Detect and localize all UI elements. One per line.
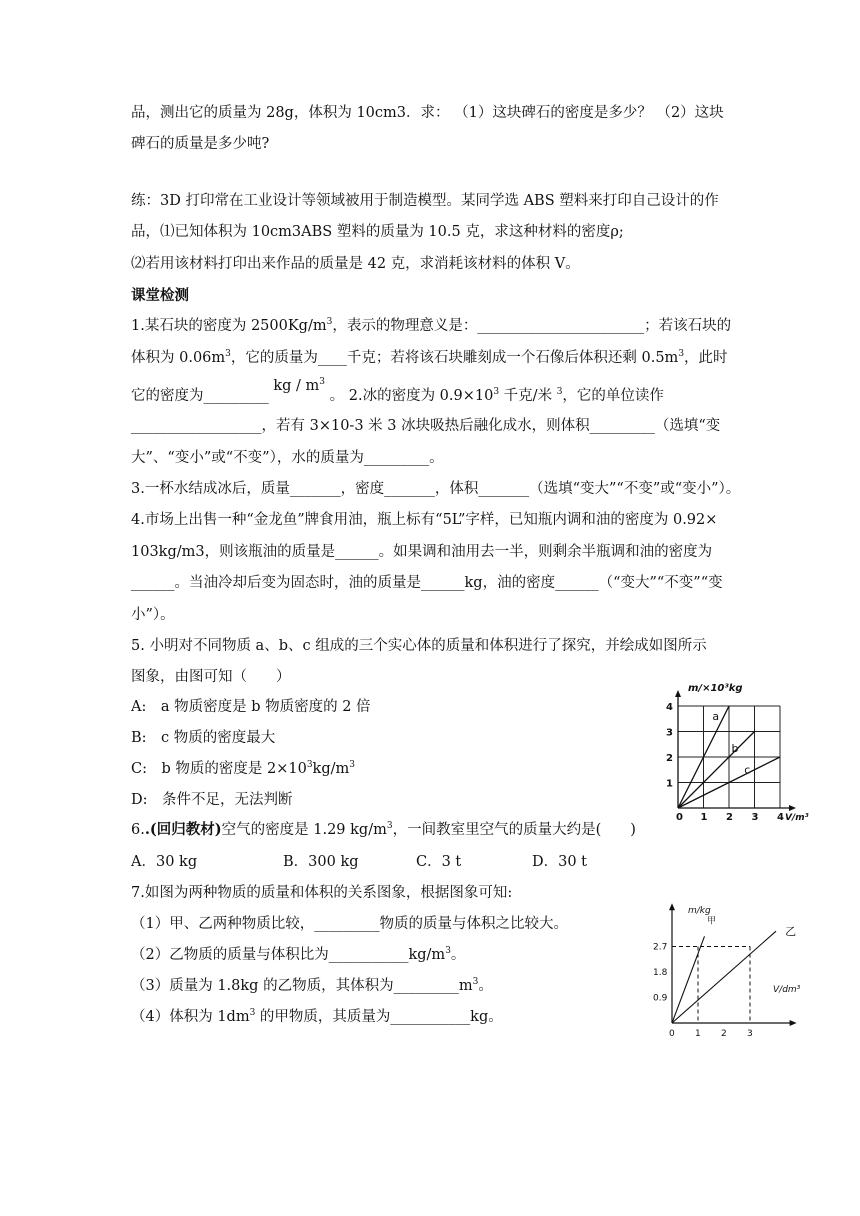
y-axis-label: m/×10³kg <box>688 683 743 694</box>
q1-l2a: 体积为 0.06m <box>131 350 226 366</box>
q5-option-d: D: 条件不足，无法判断 <box>131 792 293 808</box>
x-tick-label: 0 <box>669 1029 675 1037</box>
series-label-jia: 甲 <box>707 916 717 927</box>
q5-option-c <box>131 759 355 779</box>
x-tick-label: 0 <box>676 812 683 821</box>
sup-3: 3 <box>225 349 231 359</box>
sup-3: 3 <box>386 821 393 831</box>
sup-3: 3 <box>472 977 479 987</box>
unit-text: kg / m <box>273 378 320 394</box>
q6-option-a: A．30 kg <box>131 854 198 870</box>
q5-option-a: A: a 物质密度是 b 物质密度的 2 倍 <box>131 699 371 715</box>
q6-num: 6. <box>131 822 145 838</box>
sup-3: 3 <box>326 317 333 327</box>
series-label-yi: 乙 <box>785 925 797 939</box>
x-tick-label: 4 <box>777 812 784 821</box>
q1-l3c: 千克/米 <box>499 388 557 404</box>
q2-line-4: __________________，若有 3×10-3 米 3 冰块吸热后融化成水，则体积_________（选填“变 <box>131 418 721 434</box>
q7-s3a: （3）质量为 1.8kg 的乙物质，其体积为_________m <box>131 978 473 994</box>
q6-option-d: D．30 t <box>532 854 588 870</box>
series-label-b: b <box>731 741 739 755</box>
series-line <box>672 931 776 1023</box>
x-tick-label: 2 <box>726 812 733 821</box>
x-tick-label: 1 <box>700 812 708 821</box>
q6-line <box>131 820 636 840</box>
sup-3: 3 <box>445 946 451 956</box>
practice-line-2: 品，⑴已知体积为 10cm3ABS 塑料的质量为 10.5 克，求这种材料的密度ρ; <box>131 224 624 240</box>
y-tick-label: 0.9 <box>653 993 668 1004</box>
q6-option-c: C．3 t <box>416 854 462 870</box>
unit-kg-m3 <box>273 378 325 394</box>
q1-l1b: ，表示的物理意义是：__ <box>332 318 492 334</box>
q7-s4b: 的甲物质，其质量为___________kg。 <box>255 1009 503 1025</box>
q1-line-2 <box>131 348 728 368</box>
q7-s3b: 。 <box>478 978 493 994</box>
series-label-a: a <box>712 710 720 724</box>
q2-line-5: 大”、“变小”或“不变”），水的质量为_________。 <box>131 450 444 466</box>
q1-l3a: 它的密度为_________ <box>131 388 269 404</box>
figure-jia-yi <box>652 897 815 1037</box>
q4-line-10: 小”）。 <box>131 607 175 623</box>
q7-s2b: 。 <box>450 947 466 963</box>
q7-s2a: （2）乙物质的质量与体积比为___________kg/m <box>131 947 446 963</box>
y-tick-label: 3 <box>666 727 673 739</box>
y-tick-label: 1.8 <box>653 968 668 978</box>
intro-line-1: 品，测出它的质量为 28g，体积为 10cm3．求： （1）这块碑石的密度是多少？ （2）这块 <box>131 105 724 121</box>
practice-line-3: ⑵若用该材料打印出来作品的质量是 42 克，求消耗该材料的体积 V。 <box>131 256 580 272</box>
q5-optc-a: C: b 物质的密度是 2×10 <box>131 761 307 777</box>
section-title: 课堂检测 <box>131 287 189 304</box>
q1-l3b: 。 2.冰的密度为 0.9×10 <box>329 388 494 404</box>
q7-sub-1: （1）甲、乙两种物质比较，_________物质的质量与体积之比较大。 <box>131 916 568 932</box>
q1-line-1 <box>131 316 731 336</box>
y-tick-label: 4 <box>666 702 673 713</box>
x-axis-arrow <box>790 1020 797 1026</box>
sup-3: 3 <box>249 1008 256 1018</box>
chart-abc <box>664 676 814 821</box>
sup-3: 3 <box>349 760 355 770</box>
q7-sub-3 <box>131 976 493 996</box>
q6-option-b: B．300 kg <box>283 854 359 870</box>
q1-l1a: 1.某石块的密度为 2500Kg/m <box>131 318 327 334</box>
x-tick-label: 1 <box>695 1029 701 1037</box>
y-axis-arrow <box>675 690 681 697</box>
q5-optc-b: kg/m <box>312 761 350 777</box>
sup-3: 3 <box>319 377 326 387</box>
q7-sub-2 <box>131 945 465 965</box>
sup-3: 3 <box>556 387 563 397</box>
q4-line-7: 4.市场上出售一种“金龙鱼”牌食用油，瓶上标有“5L”字样，已知瓶内调和油的密度为 0.92× <box>131 512 718 528</box>
series-line-b <box>678 732 755 809</box>
y-axis-arrow <box>669 903 675 910</box>
sup-3: 3 <box>306 760 313 770</box>
practice-line-1: 练：3D 打印常在工业设计等领域被用于制造模型。某同学选 ABS 塑料来打印自己设计的作 <box>131 193 719 209</box>
series-label-c: c <box>744 763 751 777</box>
series-line <box>672 936 705 1023</box>
q1-l2c: ，此时 <box>684 350 728 366</box>
q7-sub-4 <box>131 1007 503 1027</box>
q5-line-12: 图象，由图可知（ ） <box>131 669 291 685</box>
x-axis-label: V/m³ <box>785 813 809 821</box>
figure-abc <box>664 676 814 821</box>
q6-text-a: 空气的密度是 1.29 kg/m <box>221 822 387 838</box>
q6-text-b: ，一间教室里空气的质量大约是( ) <box>392 822 636 838</box>
q5-option-b: B: c 物质的密度最大 <box>131 730 276 746</box>
q4-line-8: 103kg/m3，则该瓶油的质量是______。如果调和油用去一半，则剩余半瓶调和油的密度为 <box>131 544 713 560</box>
q7-line-1: 7.如图为两种物质的质量和体积的关系图象，根据图象可知: <box>131 885 513 901</box>
sup-3: 3 <box>678 349 685 359</box>
x-axis-arrow <box>789 805 796 811</box>
x-tick-label: 3 <box>751 812 759 821</box>
intro-line-2: 碑石的质量是多少吨? <box>131 136 270 152</box>
q1-l2b: ，它的质量为____千克；若将该石块雕刻成一个石像后体积还剩 0.5m <box>230 350 679 366</box>
chart-jia-yi <box>652 897 815 1037</box>
series-group <box>672 916 796 1023</box>
y-tick-label: 2.7 <box>653 942 668 953</box>
q6-tag: .(回归教材) <box>144 821 222 838</box>
y-tick-label: 2 <box>666 753 673 764</box>
x-tick-label: 2 <box>721 1029 727 1037</box>
x-axis-label: V/dm³ <box>773 985 801 995</box>
q5-line-11: 5. 小明对不同物质 a、b、c 组成的三个实心体的质量和体积进行了探究，并绘成如图所示 <box>131 638 707 654</box>
sup-3: 3 <box>493 387 500 397</box>
q3-line: 3.一杯水结成冰后，质量_______，密度_______，体积_______（选填“变大”“不变”或“变小”）。 <box>131 481 741 497</box>
q4-line-9: ______。当油冷却后变为固态时，油的质量是______kg，油的密度______（“变大”“不变”“变 <box>131 575 723 591</box>
x-tick-label: 3 <box>747 1029 753 1037</box>
q1-l1c: _____________________；若该石块的 <box>491 318 732 334</box>
q1-l3d: ，它的单位读作 <box>562 388 664 404</box>
y-tick-label: 1 <box>666 778 673 790</box>
q7-s4a: （4）体积为 1dm <box>131 1009 250 1025</box>
q1-line-3 <box>131 377 664 406</box>
y-axis-label: m/kg <box>688 906 711 916</box>
